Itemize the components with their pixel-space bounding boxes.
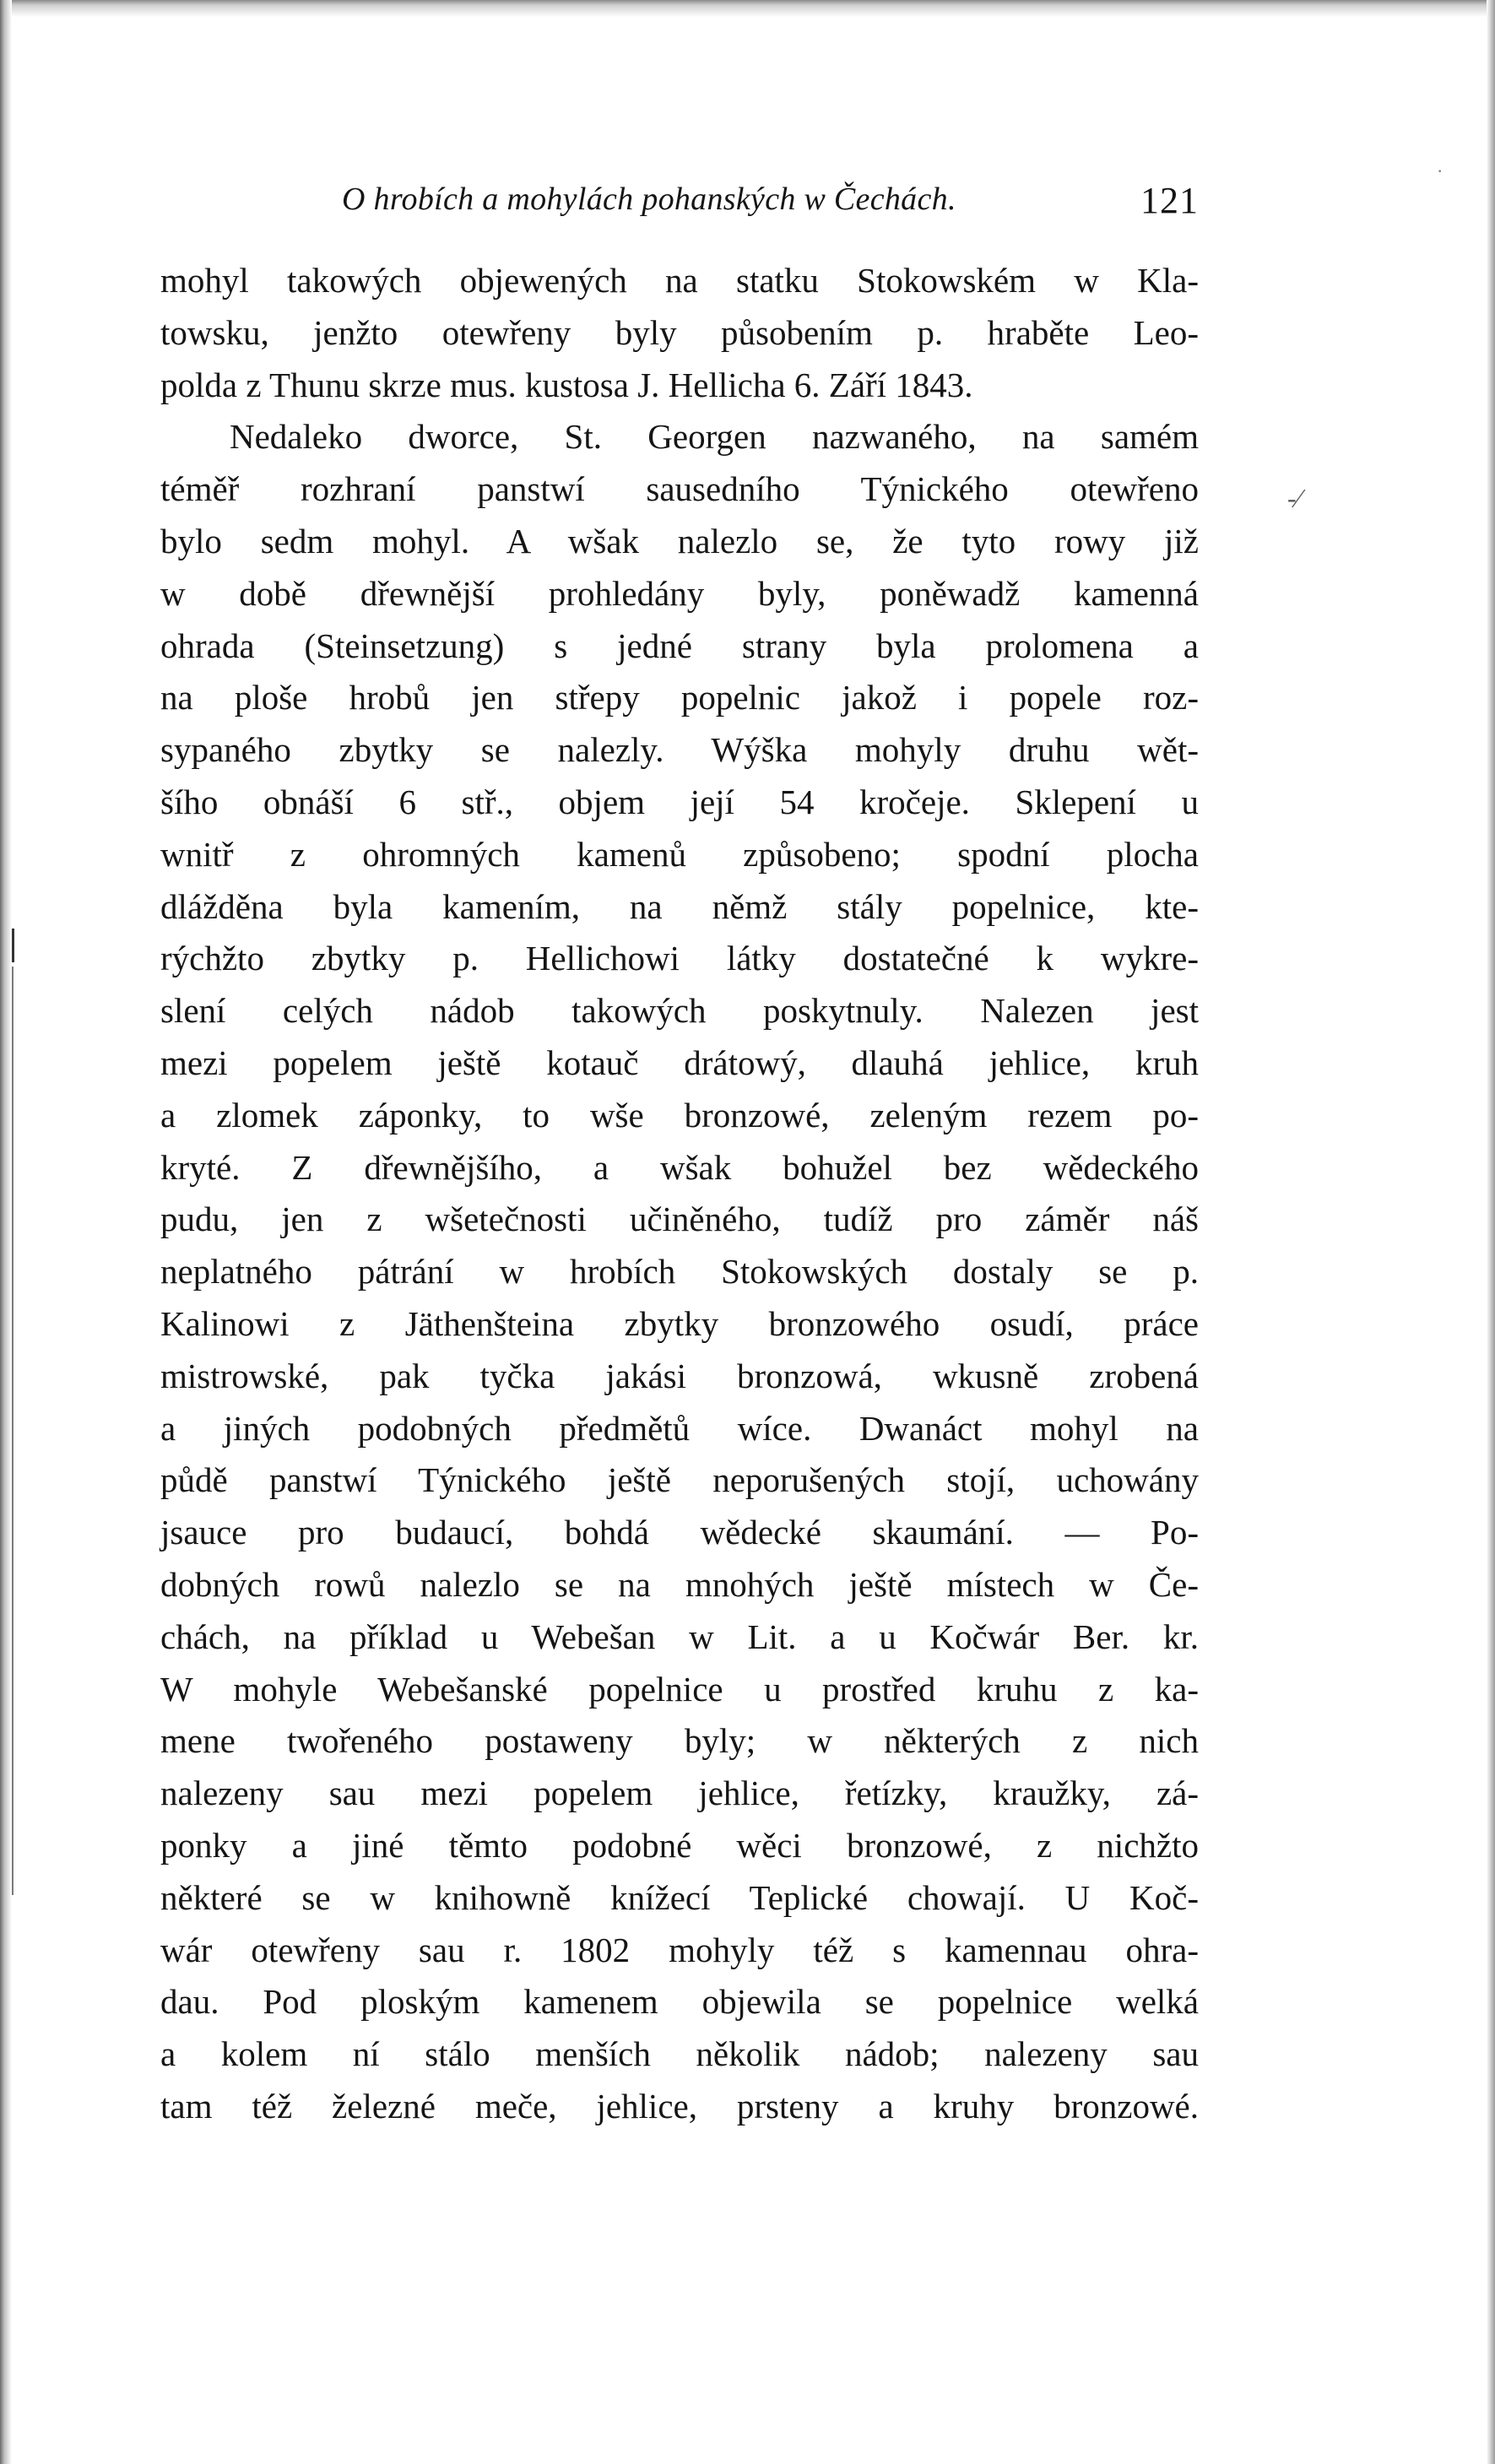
text-line: W mohyle Webešanské popelnice u prostřed kruhu z ka- — [160, 1669, 1199, 1709]
text-line: mezi popelem ještě kotauč drátowý, dlauhá jehlice, kruh — [160, 1042, 1199, 1082]
text-line: nalezeny sau mezi popelem jehlice, řetízky, kraužky, zá- — [160, 1774, 1199, 1813]
text-line: chách, na příklad u Webešan w Lit. a u Kočwár Ber. kr. — [160, 1616, 1199, 1656]
text-line: ponky a jiné těmto podobné wěci bronzowé, z nichžto — [160, 1825, 1199, 1865]
text-line: Nedaleko dworce, St. Georgen nazwaného, na samém — [230, 417, 1199, 457]
text-line: jsauce pro budaucí, bohdá wědecké skaumání. — Po- — [160, 1513, 1199, 1552]
text-line: některé se w knihowně knížecí Teplické chowají. U Koč- — [160, 1877, 1199, 1917]
text-line: dlážděna byla kamením, na němž stály popelnice, kte- — [160, 886, 1199, 926]
text-line: na ploše hrobů jen střepy popelnic jakož i popele roz- — [160, 678, 1199, 718]
text-line: pudu, jen z wšetečnosti učiněného, tudíž pro záměr náš — [160, 1200, 1199, 1239]
text-line: ohrada (Steinsetzung) s jedné strany byla prolomena a — [160, 625, 1199, 665]
text-line: wár otewřeny sau r. 1802 mohyly též s kamennau ohra- — [160, 1930, 1199, 1969]
page-header — [160, 176, 1199, 226]
text-line: Kalinowi z Jäthenšteina zbytky bronzowého osudí, práce — [160, 1303, 1199, 1343]
text-line: a kolem ní stálo menších několik nádob; nalezeny sau — [160, 2034, 1199, 2074]
text-line: a zlomek záponky, to wše bronzowé, zeleným rezem po- — [160, 1095, 1199, 1135]
text-line: půdě panstwí Týnického ještě neporušených stojí, uchowány — [160, 1460, 1199, 1500]
text-line: sypaného zbytky se nalezly. Wýška mohyly druhu wět- — [160, 730, 1199, 770]
text-line: mistrowské, pak tyčka jakási bronzowá, wkusně zrobená — [160, 1356, 1199, 1395]
margin-pencil-mark: -⁄ — [1287, 483, 1301, 513]
text-line: bylo sedm mohyl. A wšak nalezlo se, že tyto rowy již — [160, 521, 1199, 560]
text-line: a jiných podobných předmětů wíce. Dwanáct mohyl na — [160, 1408, 1199, 1448]
scan-edge-right — [1487, 0, 1495, 2464]
scan-edge-left — [0, 0, 12, 2464]
running-title: O hrobích a mohylách pohanských w Čechách. — [342, 181, 956, 217]
gutter-mark — [12, 929, 14, 962]
scan-edge-top — [0, 0, 1495, 17]
text-line: mene twořeného postaweny byly; w některých z nich — [160, 1721, 1199, 1761]
page-number: 121 — [1140, 180, 1199, 221]
text-line: w době dřewnější prohledány byly, poněwadž kamenná — [160, 573, 1199, 613]
text-line: tam též železné meče, jehlice, prsteny a kruhy bronzowé. — [160, 2086, 1199, 2126]
text-line: polda z Thunu skrze mus. kustosa J. Hellicha 6. Září 1843. — [160, 365, 973, 404]
text-line: kryté. Z dřewnějšího, a wšak bohužel bez wědeckého — [160, 1147, 1199, 1187]
body-text — [160, 255, 1199, 2133]
text-line: téměř rozhraní panstwí sausedního Týnického otewřeno — [160, 469, 1199, 509]
text-line: towsku, jenžto otewřeny byly působením p. hraběte Leo- — [160, 312, 1199, 352]
scan-speck: · — [1437, 160, 1444, 181]
text-line: mohyl takowých objewených na statku Stokowském w Kla- — [160, 261, 1199, 300]
gutter-line — [12, 967, 14, 1895]
text-line: neplatného pátrání w hrobích Stokowských dostaly se p. — [160, 1252, 1199, 1292]
text-line: dobných rowů nalezlo se na mnohých ještě místech w Če- — [160, 1564, 1199, 1604]
text-line: slení celých nádob takowých poskytnuly. Nalezen jest — [160, 991, 1199, 1031]
text-line: wnitř z ohromných kamenů způsobeno; spodní plocha — [160, 834, 1199, 874]
text-line: šího obnáší 6 stř., objem její 54 kročeje. Sklepení u — [160, 782, 1199, 821]
text-line: rýchžto zbytky p. Hellichowi látky dostatečné k wykre- — [160, 939, 1199, 978]
text-line: dau. Pod ploským kamenem objewila se popelnice welká — [160, 1982, 1199, 2022]
